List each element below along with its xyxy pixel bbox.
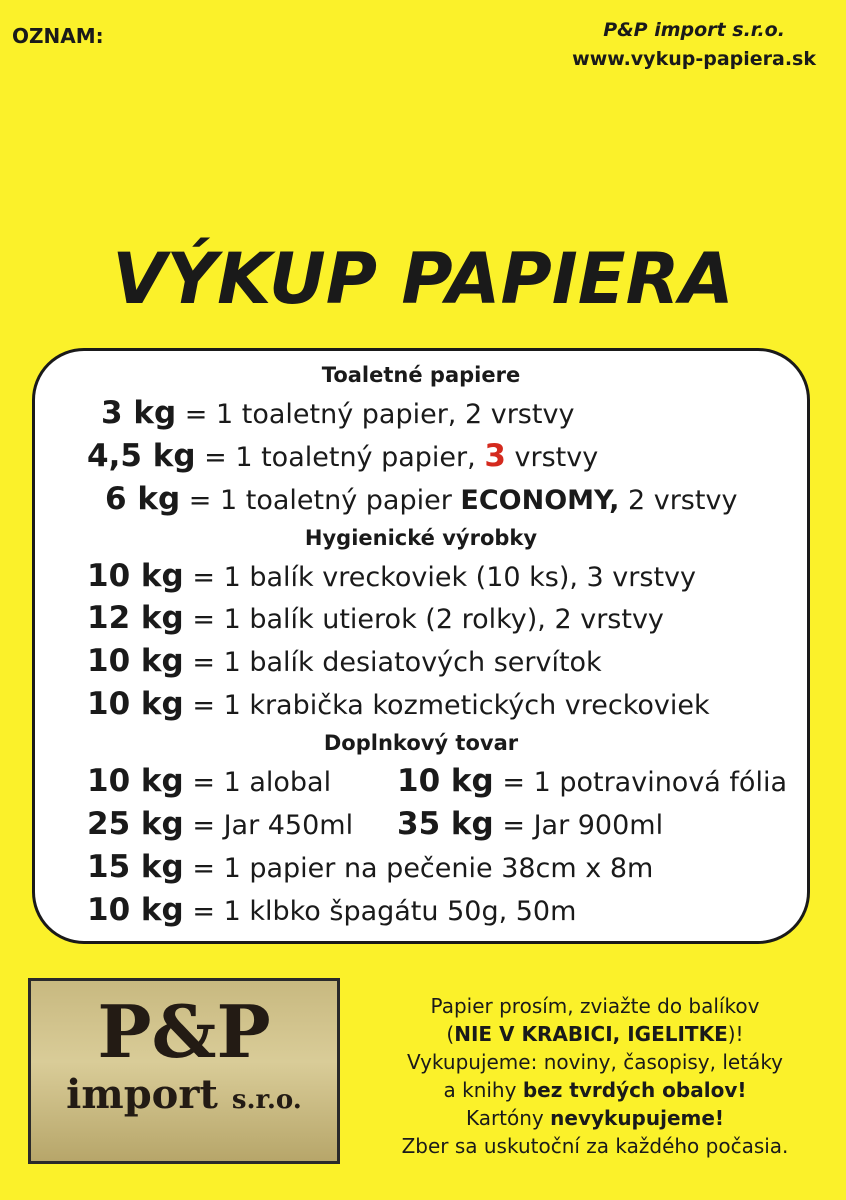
price-qty: 10 kg [87,558,184,594]
note-paren-close: )! [727,1022,744,1046]
logo-suffix: s.r.o. [231,1085,302,1115]
section-title-hygiene: Hygienické výrobky [304,526,538,550]
price-desc: 1 balík utierok (2 rolky), 2 vrstvy [223,604,664,635]
equals-sign: = [188,485,212,516]
price-qty: 10 kg [397,763,494,799]
price-row [105,481,737,517]
note-line [360,1104,830,1132]
price-qty: 6 kg [105,481,181,517]
logo-big-text: P&P [97,989,271,1074]
price-desc: 1 potravinová fólia [533,767,788,798]
company-name: P&P import s.r.o. [603,19,785,41]
price-row [87,849,653,885]
price-desc: 1 klbko špagátu 50g, 50m [223,896,577,927]
price-row [101,395,574,431]
equals-sign: = [192,562,215,593]
price-desc: 1 toaletný papier, 2 vrstvy [215,399,575,430]
equals-sign: = [192,604,215,635]
section-title-toilet-paper: Toaletné papiere [321,363,521,387]
price-row [87,686,710,722]
price-box [32,348,810,944]
equals-sign: = [502,767,525,798]
price-qty: 10 kg [87,763,184,799]
price-desc: 1 papier na pečenie 38cm x 8m [223,853,654,884]
price-desc: Jar 900ml [533,810,664,841]
price-row [87,643,602,679]
note-emphasis: NIE V KRABICI, IGELITKE [454,1022,728,1046]
price-row [397,763,787,799]
price-qty: 15 kg [87,849,184,885]
note-line: Zber sa uskutoční za každého počasia. [401,1134,789,1158]
note-text: Kartóny [465,1106,544,1130]
equals-sign: = [184,399,208,430]
equals-sign: = [192,853,215,884]
collection-note [360,992,830,1160]
equals-sign: = [204,442,227,473]
equals-sign: = [192,647,215,678]
logo-import: import [66,1071,218,1118]
price-qty: 3 kg [101,395,177,431]
price-desc: 1 alobal [223,767,332,798]
website-link[interactable]: www.vykup-papiera.sk [572,48,816,70]
equals-sign: = [192,810,215,841]
price-qty: 4,5 kg [87,438,196,474]
price-desc: 1 toaletný papier, [235,442,476,473]
price-qty: 12 kg [87,600,184,636]
price-desc: vrstvy [514,442,599,473]
price-row [87,438,598,474]
price-qty: 10 kg [87,643,184,679]
company-header [572,16,816,74]
note-line: Vykupujeme: noviny, časopisy, letáky [406,1050,784,1074]
note-line: Papier prosím, zviažte do balíkov [430,994,760,1018]
price-desc: 1 balík vreckoviek (10 ks), 3 vrstvy [223,562,696,593]
company-logo [28,978,340,1164]
price-desc: 2 vrstvy [627,485,738,516]
note-line [360,1076,830,1104]
price-qty: 25 kg [87,806,184,842]
price-qty: 10 kg [87,686,184,722]
highlight-number: 3 [484,438,506,474]
price-row [87,600,664,636]
section-title-extras: Doplnkový tovar [323,731,519,755]
price-row [87,558,696,594]
price-row [87,763,331,799]
economy-label: ECONOMY, [460,485,620,516]
headline: VÝKUP PAPIERA [112,238,734,320]
equals-sign: = [502,810,525,841]
price-row [397,806,663,842]
price-desc: 1 toaletný papier [219,485,452,516]
notice-label: OZNAM: [12,24,104,48]
note-line [360,1020,830,1048]
price-row [87,806,353,842]
price-row [87,892,576,928]
note-emphasis: nevykupujeme! [550,1106,725,1130]
note-emphasis: bez tvrdých obalov! [522,1078,747,1102]
equals-sign: = [192,690,215,721]
price-qty: 35 kg [397,806,494,842]
equals-sign: = [192,896,215,927]
note-paren-open: ( [446,1022,455,1046]
equals-sign: = [192,767,215,798]
price-desc: 1 balík desiatových servítok [223,647,602,678]
price-desc: 1 krabička kozmetických vreckoviek [223,690,710,721]
price-qty: 10 kg [87,892,184,928]
price-desc: Jar 450ml [223,810,354,841]
logo-small-text [31,1073,337,1122]
note-text: a knihy [443,1078,517,1102]
